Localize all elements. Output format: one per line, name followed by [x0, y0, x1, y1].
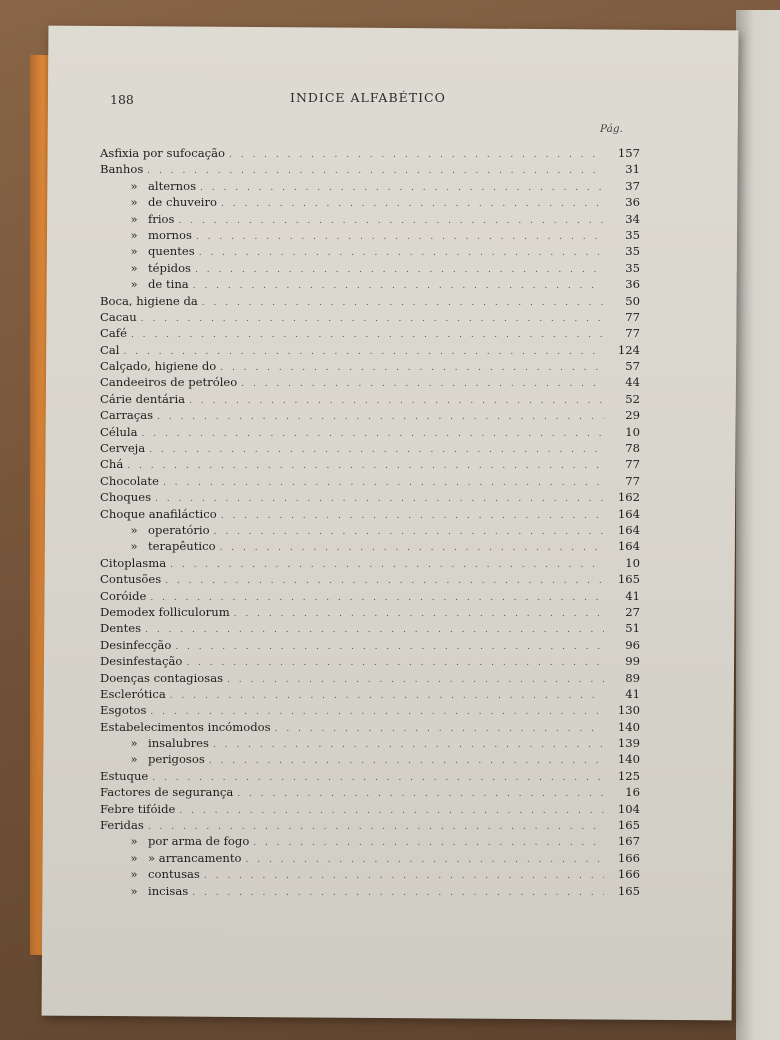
- index-page-number: 10: [625, 424, 640, 439]
- index-page-number: 27: [625, 604, 640, 619]
- index-page-number: 35: [625, 260, 640, 275]
- ditto-mark: »: [130, 277, 138, 292]
- ditto-mark: »: [130, 178, 138, 193]
- index-entry: [100, 293, 640, 309]
- index-term: Desinfestação: [100, 654, 183, 669]
- ditto-mark: »: [130, 867, 138, 882]
- ditto-mark: »: [130, 211, 138, 226]
- index-entry: [100, 850, 640, 866]
- index-page-number: 104: [617, 801, 640, 816]
- index-entry: [100, 751, 640, 767]
- index-page-number: 164: [617, 539, 640, 554]
- index-term: Dentes: [100, 621, 142, 636]
- index-term: operatório: [148, 522, 210, 537]
- index-term: Citoplasma: [100, 555, 167, 570]
- index-entry: [100, 735, 640, 751]
- ditto-mark: »: [130, 195, 138, 210]
- index-entry: [100, 866, 640, 882]
- index-term: Célula: [100, 424, 138, 439]
- index-page-number: 139: [617, 736, 640, 751]
- index-page-number: 50: [625, 293, 640, 308]
- index-entry: [100, 440, 640, 456]
- index-entry: [100, 653, 640, 669]
- ditto-mark: »: [130, 736, 138, 751]
- index-term: Esgotos: [100, 703, 147, 718]
- index-page-number: 77: [625, 309, 640, 324]
- index-term: Esclerótica: [100, 686, 166, 701]
- index-entry: [100, 358, 640, 374]
- index-term: Febre tifóide: [100, 801, 176, 816]
- index-page-number: 157: [617, 146, 640, 160]
- index-term: Estabelecimentos incómodos: [100, 719, 271, 734]
- index-page-number: 37: [625, 178, 640, 193]
- index-page-number: 41: [625, 686, 640, 701]
- index-term: Banhos: [100, 162, 144, 177]
- index-page-number: 125: [617, 768, 640, 783]
- index-page-number: 166: [617, 867, 640, 882]
- index-page-number: 89: [625, 670, 640, 685]
- index-term: por arma de fogo: [148, 834, 250, 849]
- ditto-mark: »: [130, 834, 138, 849]
- index-entry: [100, 161, 640, 177]
- index-term: quentes: [148, 244, 195, 259]
- index-term: Calçado, higiene do: [100, 359, 217, 374]
- index-list: [100, 145, 640, 899]
- index-entry: [100, 686, 640, 702]
- index-page-number: 35: [625, 244, 640, 259]
- index-term: insalubres: [148, 736, 209, 751]
- index-term: perigosos: [148, 752, 205, 767]
- index-page-number: 29: [625, 408, 640, 423]
- index-term: contusas: [148, 867, 200, 882]
- index-term: Choques: [100, 490, 152, 505]
- index-page-number: 35: [625, 227, 640, 242]
- index-term: incisas: [148, 883, 189, 898]
- ditto-mark: »: [130, 752, 138, 767]
- index-term: Coróide: [100, 588, 147, 603]
- index-page-number: 57: [625, 359, 640, 374]
- index-page-number: 16: [625, 785, 640, 800]
- index-page-number: 52: [625, 391, 640, 406]
- index-entry: [100, 637, 640, 653]
- index-entry: [100, 883, 640, 899]
- index-term: Cacau: [100, 309, 137, 324]
- index-page-number: 41: [625, 588, 640, 603]
- ditto-mark: »: [130, 244, 138, 259]
- ditto-mark: »: [130, 227, 138, 242]
- index-entry: [100, 588, 640, 604]
- index-term: Contusões: [100, 572, 162, 587]
- index-term: frios: [148, 211, 175, 226]
- index-term: Boca, higiene da: [100, 293, 198, 308]
- index-page-number: 96: [625, 637, 640, 652]
- index-page-number: 124: [617, 342, 640, 357]
- index-page-number: 165: [617, 818, 640, 833]
- page-column-label: Pág.: [600, 123, 623, 135]
- index-page-number: 166: [617, 850, 640, 865]
- index-entry: [100, 325, 640, 341]
- index-term: Desinfecção: [100, 637, 172, 652]
- index-entry: [100, 784, 640, 800]
- page-title: INDICE ALFABÉTICO: [290, 90, 446, 105]
- index-entry: [100, 719, 640, 735]
- index-term: Choque anafiláctico: [100, 506, 217, 521]
- index-entry: [100, 178, 640, 194]
- index-entry: [100, 620, 640, 636]
- index-entry: [100, 489, 640, 505]
- index-term: Cal: [100, 342, 120, 357]
- index-entry: [100, 702, 640, 718]
- index-term: Chocolate: [100, 473, 159, 488]
- index-entry: [100, 194, 640, 210]
- index-entry: [100, 211, 640, 227]
- index-term: » arrancamento: [148, 850, 242, 865]
- index-entry: [100, 571, 640, 587]
- index-term: Carraças: [100, 408, 154, 423]
- ditto-mark: »: [130, 850, 138, 865]
- index-entry: [100, 309, 640, 325]
- index-entry: [100, 391, 640, 407]
- index-term: Cerveja: [100, 441, 146, 456]
- index-page-number: 36: [625, 195, 640, 210]
- index-page-number: 165: [617, 572, 640, 587]
- index-term: Cárie dentária: [100, 391, 186, 406]
- index-term: Factores de segurança: [100, 785, 234, 800]
- page-number: 188: [110, 92, 134, 107]
- index-term: de chuveiro: [148, 195, 218, 210]
- index-entry: [100, 243, 640, 259]
- index-page-number: 164: [617, 522, 640, 537]
- index-entry: [100, 407, 640, 423]
- index-entry: [100, 604, 640, 620]
- index-entry: [100, 506, 640, 522]
- index-entry: [100, 227, 640, 243]
- index-term: de tina: [148, 277, 189, 292]
- index-entry: [100, 555, 640, 571]
- index-page-number: 140: [617, 752, 640, 767]
- index-term: Candeeiros de petróleo: [100, 375, 238, 390]
- index-entry: [100, 424, 640, 440]
- index-entry: [100, 145, 640, 161]
- index-term: Demodex folliculorum: [100, 604, 230, 619]
- index-page-number: 34: [625, 211, 640, 226]
- ditto-mark: »: [130, 522, 138, 537]
- index-entry: [100, 522, 640, 538]
- index-term: Café: [100, 326, 127, 341]
- index-entry: [100, 801, 640, 817]
- index-entry: [100, 374, 640, 390]
- index-entry: [100, 276, 640, 292]
- index-term: tépidos: [148, 260, 192, 275]
- index-page-number: 77: [625, 457, 640, 472]
- index-page-number: 130: [617, 703, 640, 718]
- index-term: Doenças contagiosas: [100, 670, 224, 685]
- ditto-mark: »: [130, 260, 138, 275]
- index-page-number: 77: [625, 473, 640, 488]
- index-page-number: 167: [617, 834, 640, 849]
- index-entry: [100, 473, 640, 489]
- index-entry: [100, 538, 640, 554]
- index-entry: [100, 456, 640, 472]
- index-term: Asfixia por sufocação: [100, 146, 226, 160]
- index-term: Estuque: [100, 768, 149, 783]
- index-page-number: 51: [625, 621, 640, 636]
- index-term: alternos: [148, 178, 197, 193]
- dot-leader: [192, 885, 604, 901]
- ditto-mark: »: [130, 539, 138, 554]
- page-header: [110, 92, 650, 112]
- index-entry: [100, 670, 640, 686]
- index-page-number: 165: [617, 883, 640, 898]
- index-page-number: 36: [625, 277, 640, 292]
- index-term: mornos: [148, 227, 192, 242]
- index-entry: [100, 817, 640, 833]
- index-page-number: 78: [625, 441, 640, 456]
- index-page-number: 31: [625, 162, 640, 177]
- index-page-number: 44: [625, 375, 640, 390]
- index-term: terapêutico: [148, 539, 216, 554]
- index-page-number: 10: [625, 555, 640, 570]
- index-entry: [100, 768, 640, 784]
- index-page-number: 164: [617, 506, 640, 521]
- index-term: Feridas: [100, 818, 144, 833]
- index-page-number: 99: [625, 654, 640, 669]
- index-entry: [100, 833, 640, 849]
- index-page-number: 140: [617, 719, 640, 734]
- index-term: Chá: [100, 457, 124, 472]
- index-entry: [100, 342, 640, 358]
- index-page-number: 162: [617, 490, 640, 505]
- index-page-number: 77: [625, 326, 640, 341]
- index-entry: [100, 260, 640, 276]
- facing-page-edge: [736, 10, 780, 1040]
- ditto-mark: »: [130, 883, 138, 898]
